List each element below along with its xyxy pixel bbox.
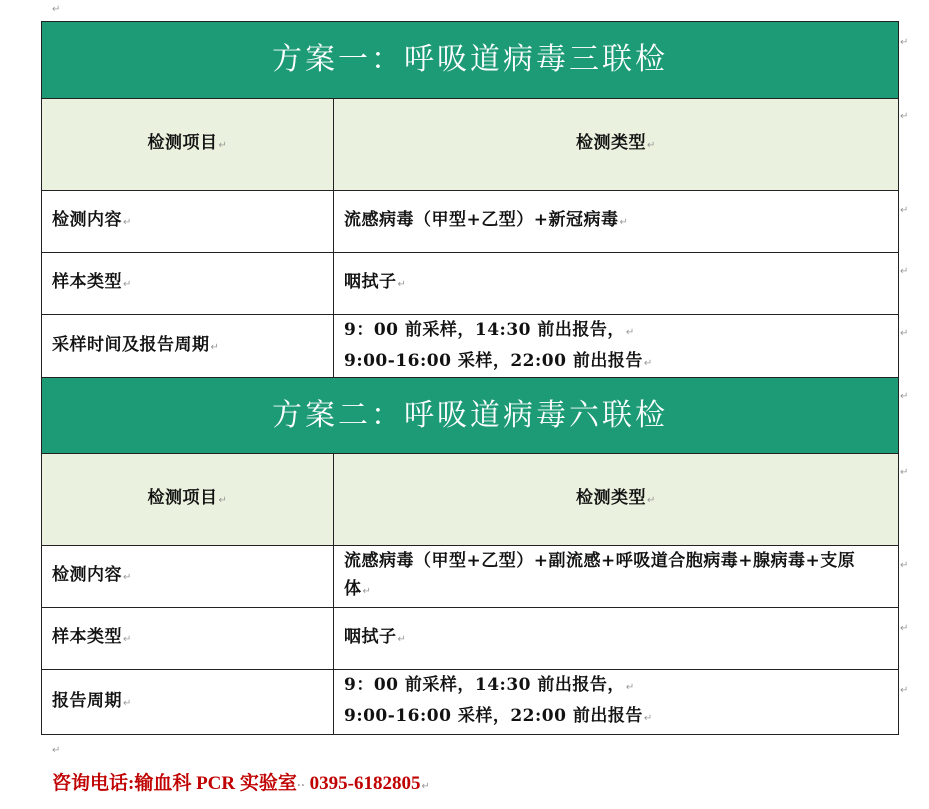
plan-one-title[interactable]: 方案一：呼吸道病毒三联检 (42, 22, 899, 99)
row-end-mark: ↵ (900, 467, 909, 478)
value-cell[interactable]: 9：00 前采样，14:30 前出报告，↵ 9:00-16:00 采样，22:00 前出报告↵ (334, 315, 899, 379)
row-end-mark: ↵ (900, 391, 909, 402)
paragraph-mark: ↵ (52, 4, 61, 15)
row-end-mark: ↵ (900, 205, 909, 216)
header-row (42, 99, 899, 191)
row-end-mark: ↵ (900, 560, 909, 571)
header-row (42, 454, 899, 546)
table-row (42, 315, 899, 379)
contact-phone[interactable]: 0395-6182805 (309, 773, 421, 794)
plan-title-row (42, 22, 899, 99)
row-end-mark: ↵ (900, 685, 909, 696)
label-cell[interactable]: 采样时间及报告周期↵ (42, 315, 334, 379)
plan-title-row (42, 378, 899, 454)
label-cell[interactable]: 样本类型↵ (42, 253, 334, 315)
paragraph-mark: ↵ (52, 745, 61, 756)
value-cell[interactable]: 咽拭子↵ (334, 608, 899, 670)
row-end-mark: ↵ (900, 623, 909, 634)
plan-two-table (41, 377, 899, 735)
contact-separator: ·· (296, 778, 305, 792)
row-end-mark: ↵ (900, 266, 909, 277)
table-row (42, 253, 899, 315)
row-end-mark: ↵ (900, 37, 909, 48)
value-cell[interactable]: 流感病毒（甲型+乙型）+新冠病毒↵ (334, 191, 899, 253)
table-row (42, 191, 899, 253)
table-row (42, 670, 899, 735)
header-item-cell[interactable]: 检测项目↵ (42, 99, 334, 191)
header-type-cell[interactable]: 检测类型↵ (334, 454, 899, 546)
header-item-cell[interactable]: 检测项目↵ (42, 454, 334, 546)
value-cell[interactable]: 流感病毒（甲型+乙型）+副流感+呼吸道合胞病毒+腺病毒+支原 体↵ (334, 546, 899, 608)
row-end-mark: ↵ (900, 111, 909, 122)
label-cell[interactable]: 检测内容↵ (42, 191, 334, 253)
table-row (42, 608, 899, 670)
label-cell[interactable]: 报告周期↵ (42, 670, 334, 735)
header-type-cell[interactable]: 检测类型↵ (334, 99, 899, 191)
label-cell[interactable]: 检测内容↵ (42, 546, 334, 608)
plan-one-table (41, 21, 899, 379)
value-cell[interactable]: 9：00 前采样，14:30 前出报告，↵ 9:00-16:00 采样，22:00 前出报告↵ (334, 670, 899, 735)
value-cell[interactable]: 咽拭子↵ (334, 253, 899, 315)
table-row (42, 546, 899, 608)
contact-line: 咨询电话:输血科 PCR 实验室·· 0395-6182805↵ (52, 773, 430, 794)
row-end-mark: ↵ (900, 328, 909, 339)
label-cell[interactable]: 样本类型↵ (42, 608, 334, 670)
plan-two-title[interactable]: 方案二：呼吸道病毒六联检 (42, 378, 899, 454)
contact-label: 咨询电话:输血科 PCR 实验室 (52, 773, 297, 794)
